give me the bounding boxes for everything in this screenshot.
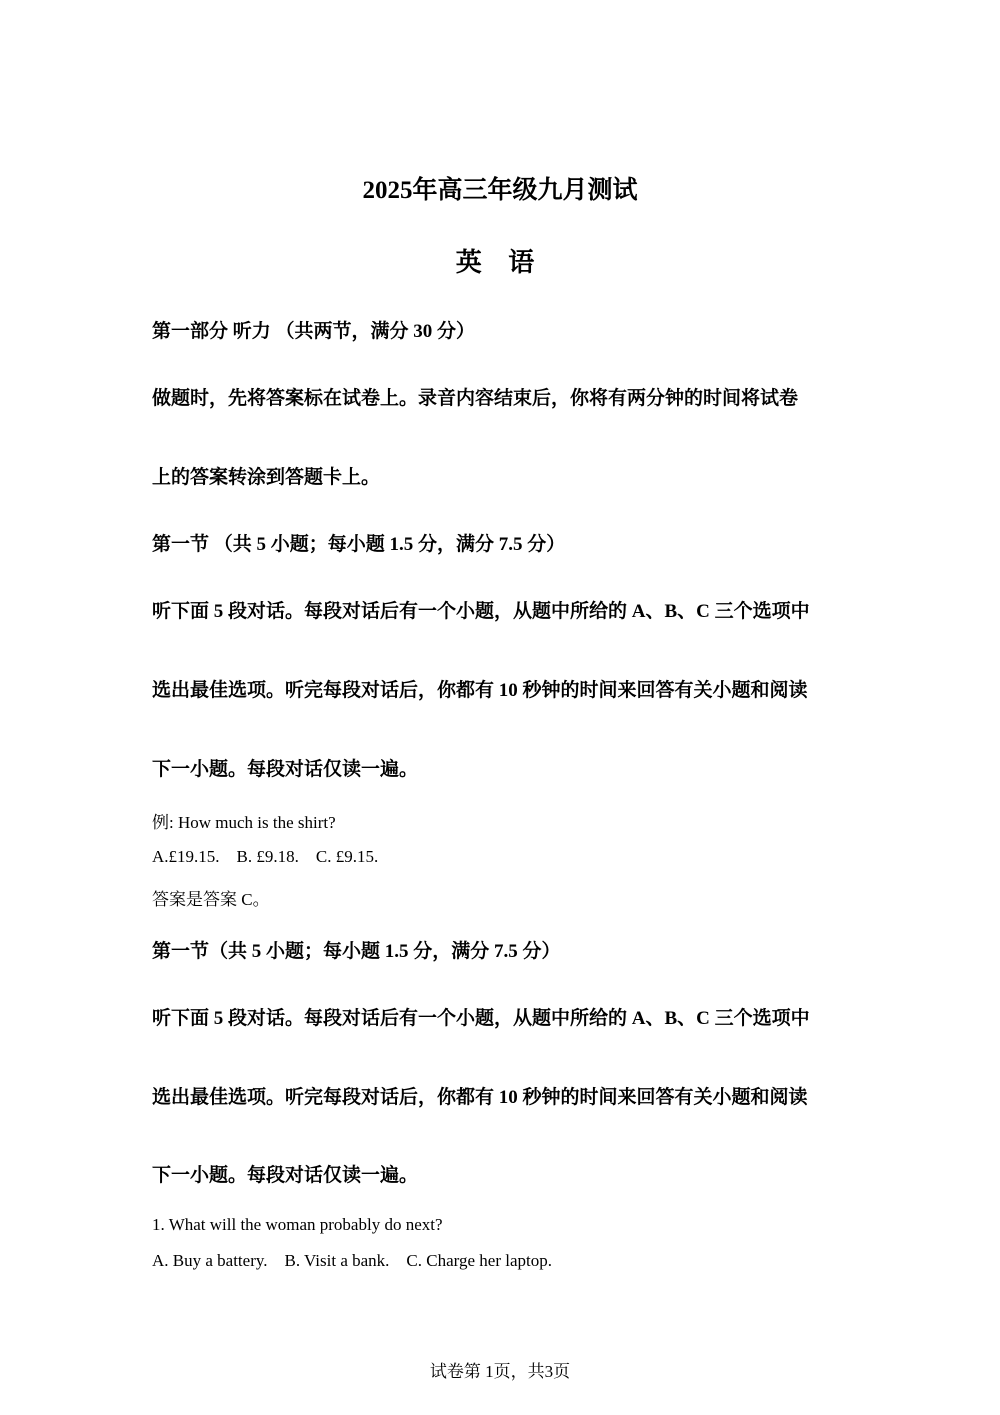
question1-stem: 1. What will the woman probably do next?	[152, 1215, 443, 1234]
section1-repeat-line1: 听下面 5 段对话。每段对话后有一个小题，从题中所给的 A、B、C 三个选项中	[152, 1008, 810, 1029]
part1-instruction-line2: 上的答案转涂到答题卡上。	[152, 467, 381, 488]
example-answer: 答案是答案 C。	[152, 890, 270, 909]
page-footer: 试卷第 1页，共3页	[429, 1362, 571, 1381]
section1-repeat-line2: 选出最佳选项。听完每段对话后，你都有 10 秒钟的时间来回答有关小题和阅读	[152, 1087, 808, 1108]
question1-options: A. Buy a battery. B. Visit a bank. C. Charge her laptop.	[152, 1251, 552, 1270]
example-question: 例: How much is the shirt?	[152, 813, 336, 832]
part1-heading: 第一部分 听力 （共两节，满分 30 分）	[152, 321, 476, 342]
section1-repeat-line3: 下一小题。每段对话仅读一遍。	[152, 1165, 419, 1186]
section1-repeat-heading: 第一节（共 5 小题；每小题 1.5 分，满分 7.5 分）	[152, 941, 561, 962]
exam-title: 2025年高三年级九月测试	[362, 177, 638, 204]
section1-heading: 第一节 （共 5 小题；每小题 1.5 分，满分 7.5 分）	[152, 534, 566, 555]
part1-instruction-line1: 做题时，先将答案标在试卷上。录音内容结束后，你将有两分钟的时间将试卷	[152, 388, 799, 409]
example-options: A.£19.15. B. £9.18. C. £9.15.	[152, 847, 379, 866]
section1-instruction-line2: 选出最佳选项。听完每段对话后，你都有 10 秒钟的时间来回答有关小题和阅读	[152, 680, 808, 701]
section1-instruction-line3: 下一小题。每段对话仅读一遍。	[152, 759, 419, 780]
section1-instruction-line1: 听下面 5 段对话。每段对话后有一个小题，从题中所给的 A、B、C 三个选项中	[152, 601, 810, 622]
subject-title: 英 语	[455, 248, 545, 277]
